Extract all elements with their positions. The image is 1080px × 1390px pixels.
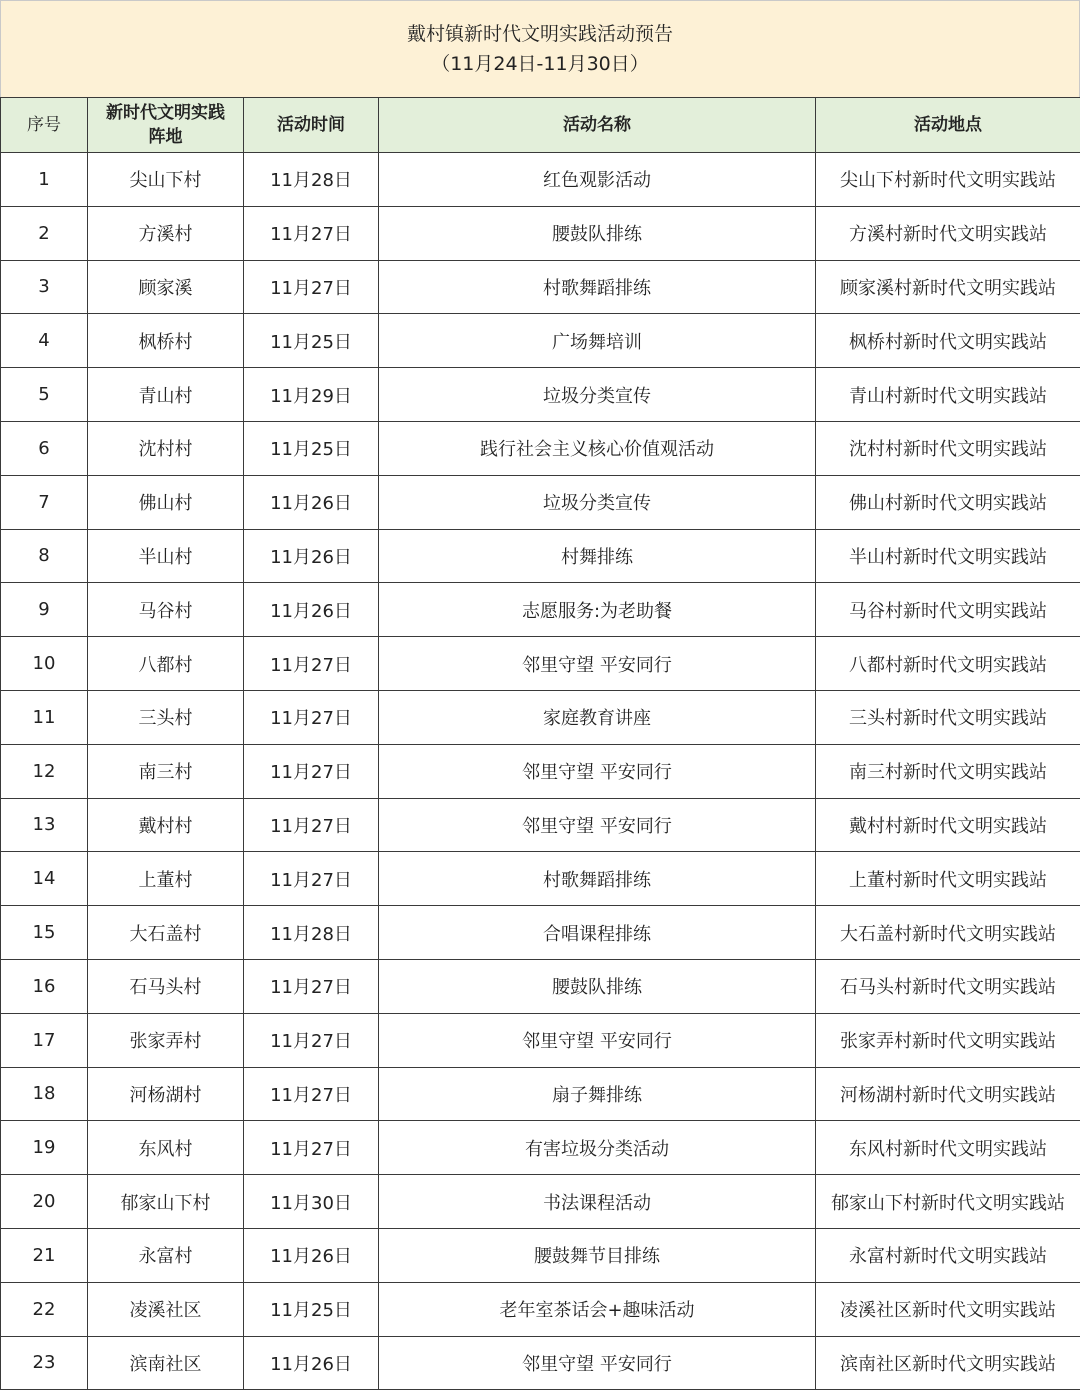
cell-seq: 16 [1,959,88,1013]
cell-time: 11月27日 [244,1067,379,1121]
cell-time: 11月26日 [244,529,379,583]
cell-activity-name: 合唱课程排练 [379,906,816,960]
cell-place: 凌溪社区新时代文明实践站 [816,1282,1080,1336]
cell-base: 郁家山下村 [88,1175,244,1229]
cell-time: 11月27日 [244,798,379,852]
cell-seq: 1 [1,153,88,207]
cell-base: 三头村 [88,690,244,744]
cell-base: 枫桥村 [88,314,244,368]
cell-seq: 7 [1,475,88,529]
cell-base: 八都村 [88,637,244,691]
cell-time: 11月28日 [244,906,379,960]
cell-seq: 2 [1,206,88,260]
cell-activity-name: 腰鼓舞节目排练 [379,1228,816,1282]
cell-place: 方溪村新时代文明实践站 [816,206,1080,260]
cell-base: 滨南社区 [88,1336,244,1390]
cell-base: 顾家溪 [88,260,244,314]
cell-seq: 18 [1,1067,88,1121]
cell-activity-name: 邻里守望 平安同行 [379,637,816,691]
table-row [1,260,1080,314]
cell-activity-name: 村舞排练 [379,529,816,583]
cell-base: 戴村村 [88,798,244,852]
table-row [1,744,1080,798]
cell-seq: 23 [1,1336,88,1390]
table-row [1,798,1080,852]
table-row [1,153,1080,207]
cell-place: 马谷村新时代文明实践站 [816,583,1080,637]
cell-place: 石马头村新时代文明实践站 [816,959,1080,1013]
table-row [1,529,1080,583]
table-row [1,1336,1080,1390]
cell-time: 11月30日 [244,1175,379,1229]
cell-place: 大石盖村新时代文明实践站 [816,906,1080,960]
cell-seq: 10 [1,637,88,691]
page-title: 戴村镇新时代文明实践活动预告 [406,23,673,45]
table-row [1,1228,1080,1282]
cell-activity-name: 村歌舞蹈排练 [379,260,816,314]
cell-seq: 15 [1,906,88,960]
cell-place: 张家弄村新时代文明实践站 [816,1013,1080,1067]
cell-place: 上董村新时代文明实践站 [816,852,1080,906]
cell-place: 青山村新时代文明实践站 [816,368,1080,422]
cell-activity-name: 村歌舞蹈排练 [379,852,816,906]
cell-time: 11月27日 [244,637,379,691]
cell-time: 11月27日 [244,206,379,260]
cell-seq: 11 [1,690,88,744]
header-seq: 序号 [1,98,88,153]
cell-activity-name: 扇子舞排练 [379,1067,816,1121]
cell-time: 11月27日 [244,1013,379,1067]
table-row [1,1121,1080,1175]
cell-seq: 8 [1,529,88,583]
cell-activity-name: 邻里守望 平安同行 [379,744,816,798]
header-name: 活动名称 [379,98,816,153]
table-body [1,153,1080,1390]
cell-place: 南三村新时代文明实践站 [816,744,1080,798]
cell-base: 尖山下村 [88,153,244,207]
cell-activity-name: 腰鼓队排练 [379,206,816,260]
cell-seq: 5 [1,368,88,422]
cell-activity-name: 腰鼓队排练 [379,959,816,1013]
cell-activity-name: 红色观影活动 [379,153,816,207]
cell-time: 11月25日 [244,314,379,368]
cell-seq: 4 [1,314,88,368]
cell-time: 11月28日 [244,153,379,207]
cell-place: 佛山村新时代文明实践站 [816,475,1080,529]
cell-base: 青山村 [88,368,244,422]
cell-place: 八都村新时代文明实践站 [816,637,1080,691]
table-row [1,206,1080,260]
table-row [1,368,1080,422]
cell-activity-name: 家庭教育讲座 [379,690,816,744]
activity-table [0,97,1080,1390]
cell-place: 永富村新时代文明实践站 [816,1228,1080,1282]
cell-place: 东风村新时代文明实践站 [816,1121,1080,1175]
cell-base: 南三村 [88,744,244,798]
cell-activity-name: 广场舞培训 [379,314,816,368]
cell-base: 凌溪社区 [88,1282,244,1336]
cell-base: 石马头村 [88,959,244,1013]
cell-place: 滨南社区新时代文明实践站 [816,1336,1080,1390]
header-base-line1: 新时代文明实践 [106,103,225,123]
cell-time: 11月27日 [244,852,379,906]
table-header-row [1,98,1080,153]
cell-seq: 17 [1,1013,88,1067]
cell-seq: 14 [1,852,88,906]
page-subtitle-date-range: （11月24日-11月30日） [431,53,649,75]
cell-seq: 6 [1,421,88,475]
cell-seq: 13 [1,798,88,852]
table-row [1,583,1080,637]
cell-place: 三头村新时代文明实践站 [816,690,1080,744]
cell-base: 东风村 [88,1121,244,1175]
cell-seq: 20 [1,1175,88,1229]
cell-seq: 21 [1,1228,88,1282]
cell-place: 河杨湖村新时代文明实践站 [816,1067,1080,1121]
cell-time: 11月25日 [244,1282,379,1336]
cell-base: 半山村 [88,529,244,583]
cell-time: 11月27日 [244,744,379,798]
cell-base: 上董村 [88,852,244,906]
header-time: 活动时间 [244,98,379,153]
header-base-line2: 阵地 [148,127,183,147]
cell-time: 11月27日 [244,260,379,314]
cell-activity-name: 垃圾分类宣传 [379,475,816,529]
title-banner [0,0,1080,97]
cell-place: 尖山下村新时代文明实践站 [816,153,1080,207]
cell-seq: 3 [1,260,88,314]
table-row [1,852,1080,906]
table-row [1,1067,1080,1121]
cell-time: 11月27日 [244,690,379,744]
cell-time: 11月26日 [244,583,379,637]
cell-activity-name: 垃圾分类宣传 [379,368,816,422]
table-row [1,1282,1080,1336]
cell-place: 枫桥村新时代文明实践站 [816,314,1080,368]
cell-base: 沈村村 [88,421,244,475]
cell-activity-name: 有害垃圾分类活动 [379,1121,816,1175]
cell-seq: 19 [1,1121,88,1175]
cell-place: 沈村村新时代文明实践站 [816,421,1080,475]
cell-base: 佛山村 [88,475,244,529]
cell-time: 11月26日 [244,1228,379,1282]
cell-base: 永富村 [88,1228,244,1282]
cell-time: 11月27日 [244,959,379,1013]
cell-activity-name: 邻里守望 平安同行 [379,1013,816,1067]
cell-base: 河杨湖村 [88,1067,244,1121]
table-row [1,1175,1080,1229]
cell-time: 11月27日 [244,1121,379,1175]
cell-place: 半山村新时代文明实践站 [816,529,1080,583]
cell-place: 戴村村新时代文明实践站 [816,798,1080,852]
cell-seq: 9 [1,583,88,637]
table-row [1,475,1080,529]
cell-time: 11月26日 [244,1336,379,1390]
cell-base: 大石盖村 [88,906,244,960]
table-row [1,906,1080,960]
cell-activity-name: 邻里守望 平安同行 [379,798,816,852]
header-base [88,98,244,153]
table-row [1,637,1080,691]
cell-activity-name: 邻里守望 平安同行 [379,1336,816,1390]
cell-activity-name: 书法课程活动 [379,1175,816,1229]
cell-time: 11月25日 [244,421,379,475]
cell-seq: 22 [1,1282,88,1336]
cell-place: 郁家山下村新时代文明实践站 [816,1175,1080,1229]
header-place: 活动地点 [816,98,1080,153]
table-row [1,1013,1080,1067]
cell-time: 11月26日 [244,475,379,529]
table-row [1,314,1080,368]
cell-activity-name: 志愿服务:为老助餐 [379,583,816,637]
cell-activity-name: 践行社会主义核心价值观活动 [379,421,816,475]
cell-base: 方溪村 [88,206,244,260]
table-row [1,421,1080,475]
cell-base: 张家弄村 [88,1013,244,1067]
cell-activity-name: 老年室茶话会+趣味活动 [379,1282,816,1336]
table-row [1,959,1080,1013]
cell-base: 马谷村 [88,583,244,637]
cell-seq: 12 [1,744,88,798]
cell-place: 顾家溪村新时代文明实践站 [816,260,1080,314]
table-row [1,690,1080,744]
cell-time: 11月29日 [244,368,379,422]
